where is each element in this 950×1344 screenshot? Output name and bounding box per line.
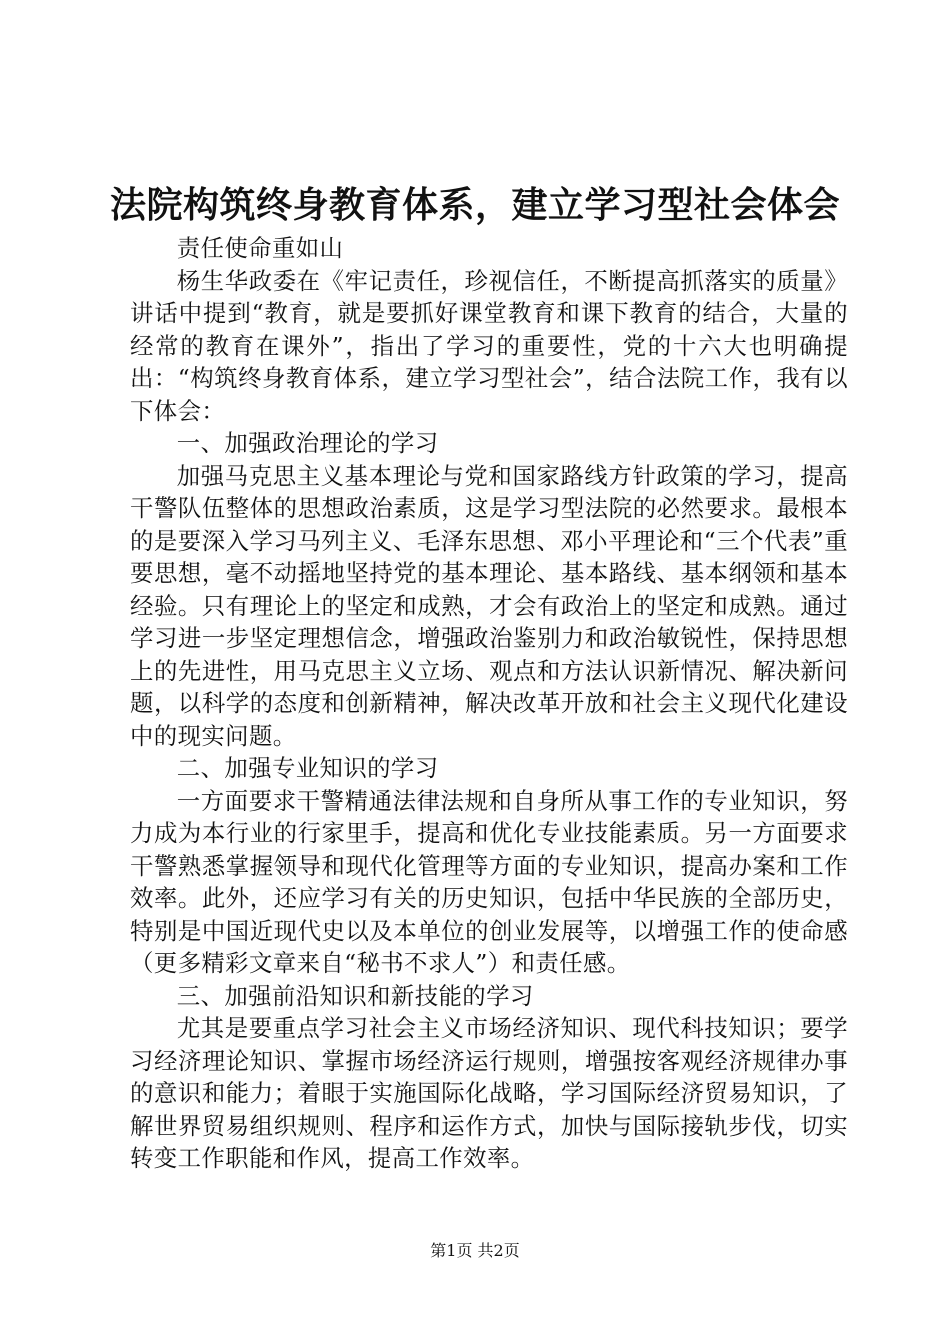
- paragraph-section-3: 尤其是要重点学习社会主义市场经济知识、现代科技知识；要学习经济理论知识、掌握市场经济运行规则，增强按客观经济规律办事的意识和能力；着眼于实施国际化战略，学习国际经济贸易知识，了解世界贸易组织规则、程序和运作方式，加快与国际接轨步伐，切实转变工作职能和作风，提高工作效率。: [130, 1014, 848, 1172]
- section-heading-2: 二、加强专业知识的学习: [176, 754, 439, 782]
- section-heading-3: 三、加强前沿知识和新技能的学习: [176, 981, 534, 1010]
- page-number-footer: 第1页 共2页: [430, 1241, 520, 1260]
- document-body: [130, 232, 848, 1175]
- paragraph-intro: 杨生华政委在《牢记责任，珍视信任，不断提高抓落实的质量》讲话中提到“教育，就是要抓好课堂教育和课下教育的结合，大量的经常的教育在课外”，指出了学习的重要性，党的十六大也明确提出：“构筑终身教育体系，建立学习型社会”，结合法院工作，我有以下体会：: [130, 266, 848, 425]
- paragraph-section-1: 加强马克思主义基本理论与党和国家路线方针政策的学习，提高干警队伍整体的思想政治素质，这是学习型法院的必然要求。最根本的是要深入学习马列主义、毛泽东思想、邓小平理论和“三个代表”重要思想，毫不动摇地坚持党的基本理论、基本路线、基本纲领和基本经验。只有理论上的坚定和成熟，才会有政治上的坚定和成熟。通过学习进一步坚定理想信念，增强政治鉴别力和政治敏锐性，保持思想上的先进性，用马克思主义立场、观点和方法认识新情况、解决新问题，以科学的态度和创新精神，解决改革开放和社会主义现代化建设中的现实问题。: [130, 461, 848, 750]
- document-title: 法院构筑终身教育体系，建立学习型社会体会: [109, 185, 840, 226]
- paragraph-section-2: 一方面要求干警精通法律法规和自身所从事工作的专业知识，努力成为本行业的行家里手，提高和优化专业技能素质。另一方面要求干警熟悉掌握领导和现代化管理等方面的专业知识，提高办案和工作效率。此外，还应学习有关的历史知识，包括中华民族的全部历史，特别是中国近现代史以及本单位的创业发展等，以增强工作的使命感（更多精彩文章来自“秘书不求人”）和责任感。: [130, 786, 848, 977]
- paragraph-subtitle: 责任使命重如山: [176, 234, 344, 262]
- section-heading-1: 一、加强政治理论的学习: [176, 429, 439, 457]
